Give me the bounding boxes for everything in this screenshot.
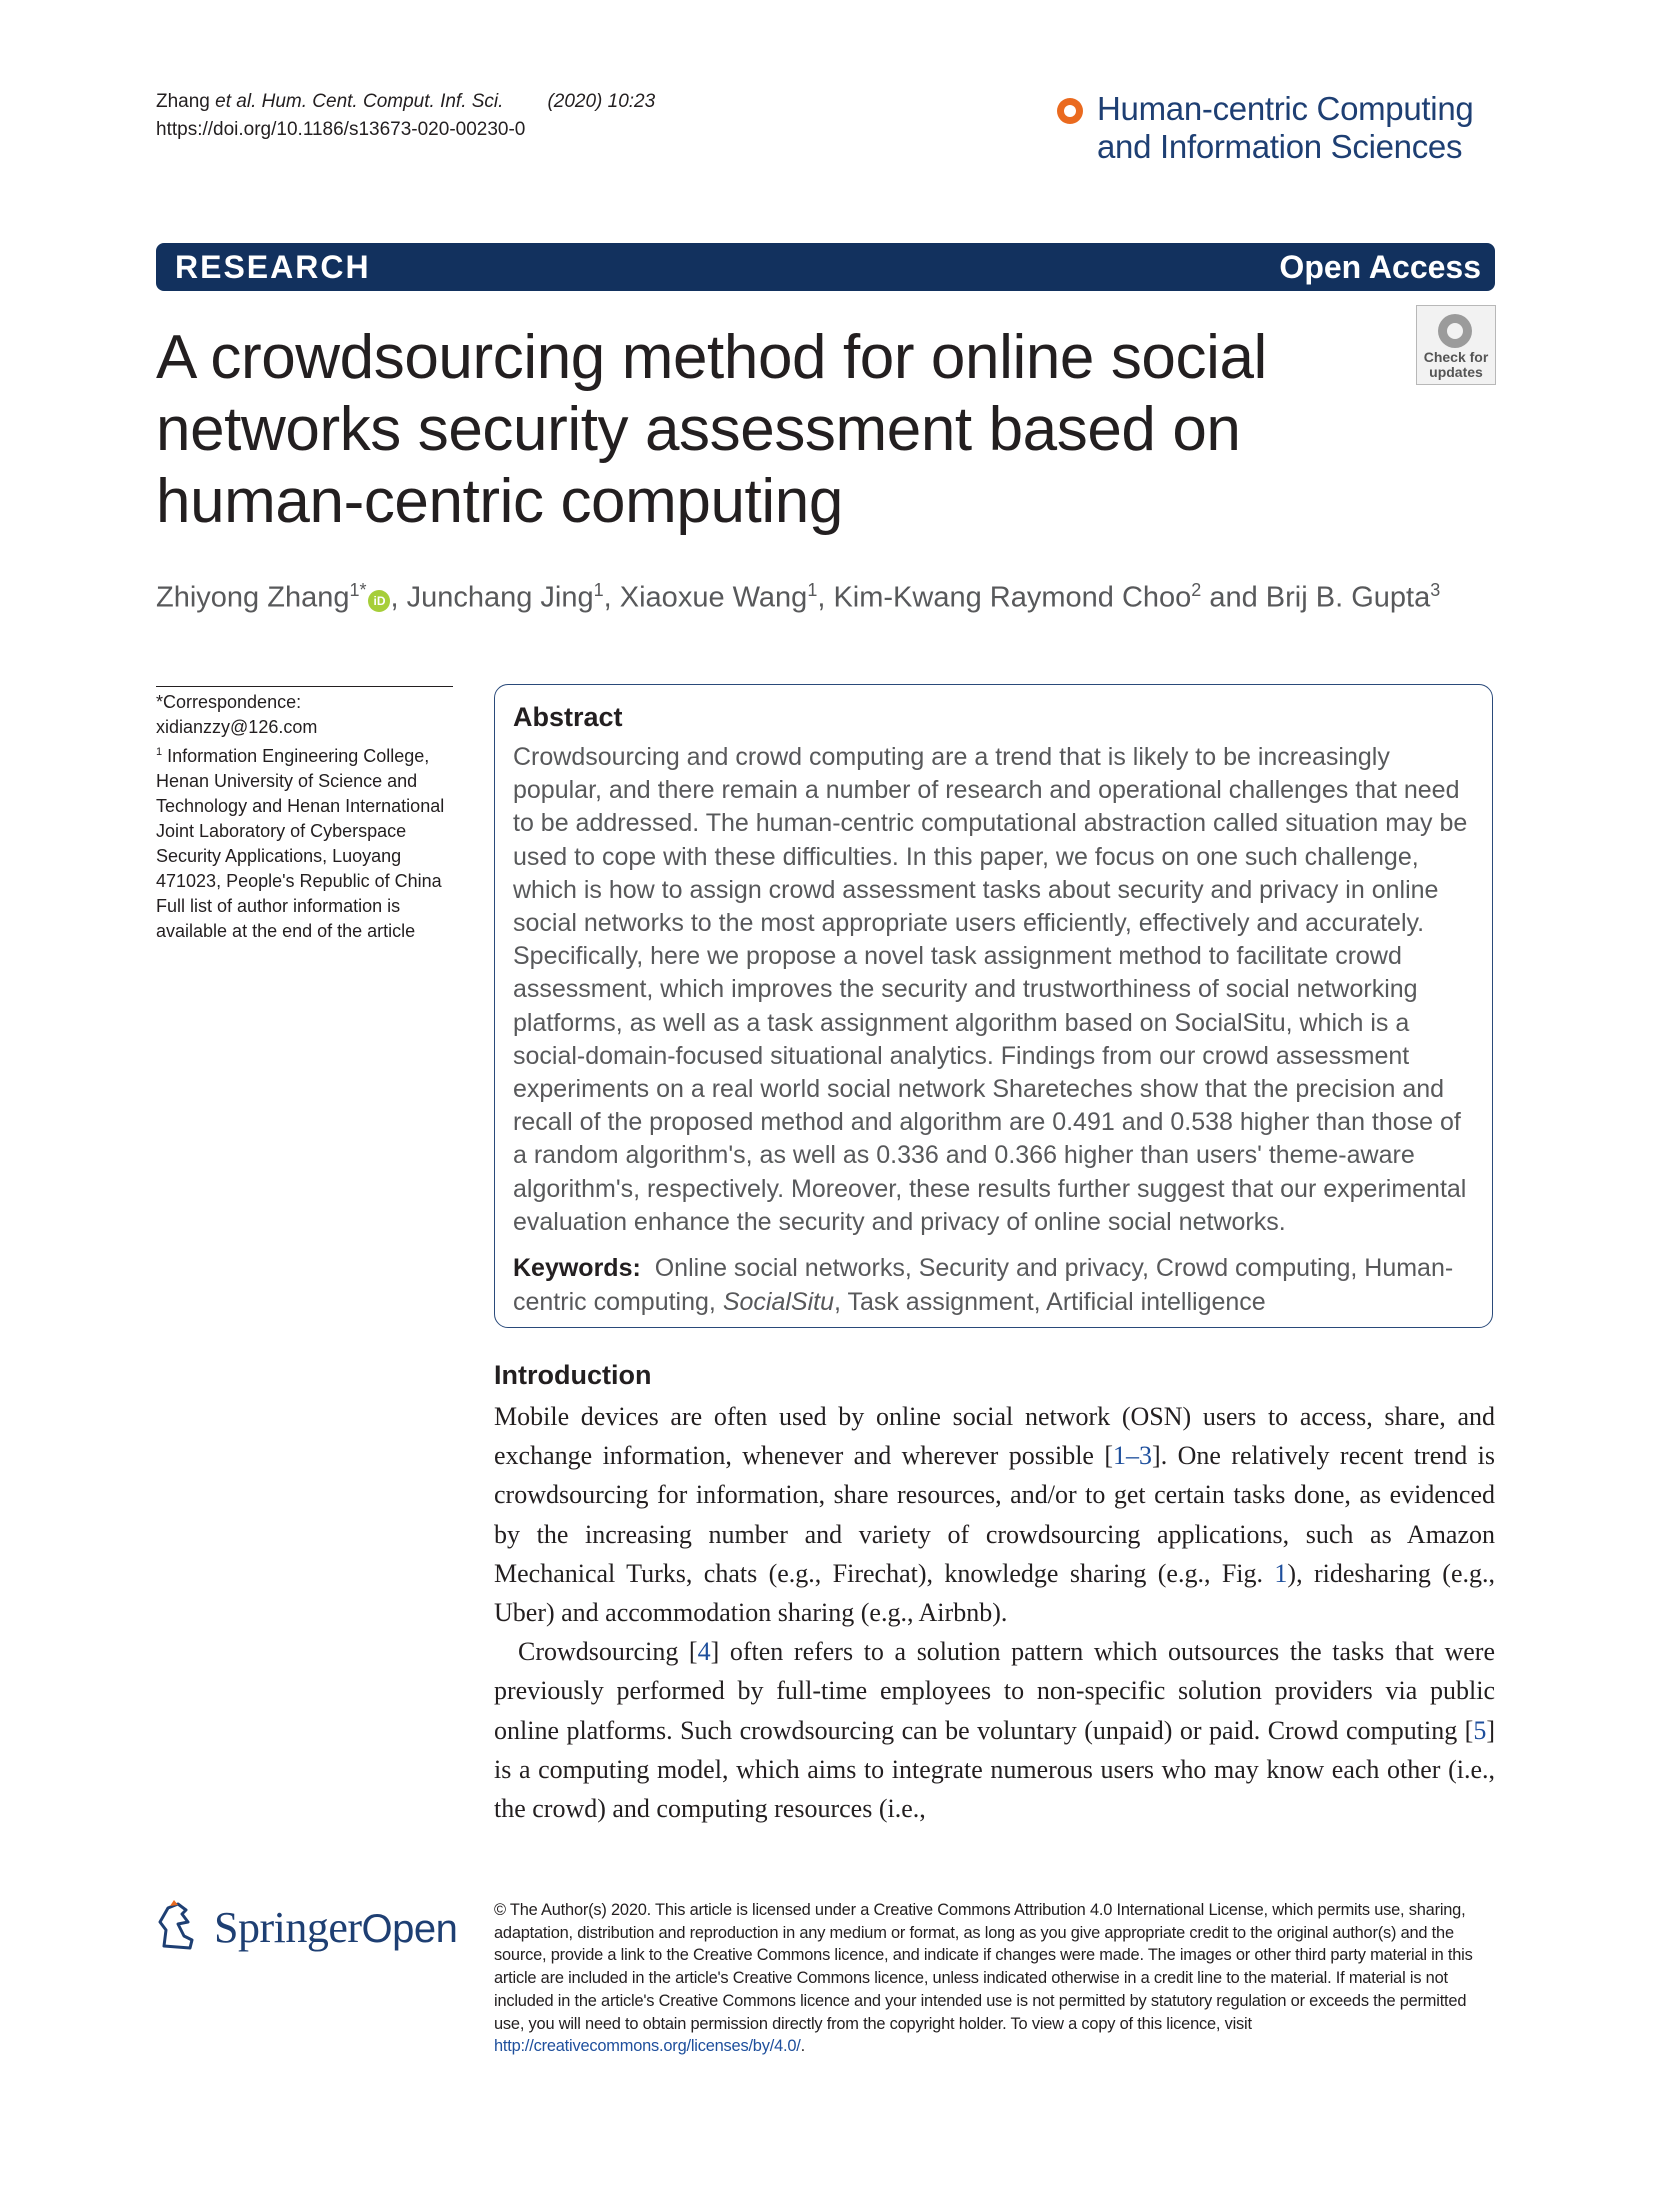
- article-type-label: RESEARCH: [175, 249, 371, 285]
- author-name[interactable]: , Xiaoxue Wang: [603, 581, 808, 614]
- citation-journal: et al. Hum. Cent. Comput. Inf. Sci.: [215, 91, 504, 112]
- citation-year: (2020) 10:23: [547, 91, 656, 112]
- correspondence-sidebar: [156, 690, 456, 944]
- journal-name-line1: Human-centric Computing: [1097, 90, 1474, 127]
- abstract-box: [494, 684, 1493, 1328]
- affiliation-number: 1: [156, 746, 163, 758]
- journal-logo-icon: [1057, 98, 1083, 124]
- introduction-heading: Introduction: [494, 1360, 652, 1390]
- springer-horse-icon: [156, 1900, 198, 1952]
- intro-paragraph-2: [494, 1632, 1495, 1828]
- doi-link[interactable]: https://doi.org/10.1186/s13673-020-00230-0: [156, 119, 526, 140]
- citation-link[interactable]: 4: [697, 1637, 711, 1667]
- affiliation-text: [156, 740, 456, 894]
- full-author-info-note: Full list of author information is available at the end of the article: [156, 896, 416, 941]
- citation-authors: Zhang: [156, 91, 216, 112]
- license-end: .: [800, 2037, 805, 2056]
- license-statement: [494, 1899, 1495, 2058]
- keywords-list: Online social networks, Security and privacy, Crowd computing, Human-centric computing,: [513, 1254, 1454, 1316]
- author-name[interactable]: , Junchang Jing: [390, 581, 594, 614]
- sidebar-divider: [156, 686, 453, 687]
- author-affiliation-sup: 1*: [349, 580, 367, 600]
- license-link[interactable]: http://creativecommons.org/licenses/by/4.0/: [494, 2037, 801, 2056]
- intro-text: Crowdsourcing [: [518, 1637, 698, 1667]
- check-for-updates-button[interactable]: [1416, 305, 1496, 385]
- author-affiliation-sup: 1: [593, 580, 604, 600]
- citation-link[interactable]: 1–3: [1113, 1441, 1153, 1471]
- keywords-list-end: , Task assignment, Artificial intelligence: [834, 1288, 1266, 1316]
- intro-text: Mobile devices are often used by online social network (OSN) users to access, share, and exchange information, whenever and wherever possible [: [494, 1402, 1495, 1471]
- intro-text: ] often refers to a solution pattern which outsources the tasks that were previously performed by full-time employees to non-specific solution providers via public online platforms. Such crowdsourcing can be voluntary (unpaid) or paid. Crowd computing [: [494, 1637, 1495, 1745]
- open-wordmark: Open: [361, 1907, 458, 1951]
- correspondence-email[interactable]: xidianzzy@126.com: [156, 717, 318, 737]
- paper-title: A crowdsourcing method for online social networks security assessment based on human-centric computing: [156, 323, 1267, 536]
- abstract-body: Crowdsourcing and crowd computing are a trend that is likely to be increasingly popular, and there remain a number of research and operational challenges that need to be addressed. The human-centric computational abstraction called situation may be used to cope with these difficulties. In this paper, we focus on one such challenge, which is how to assign crowd assessment tasks about security and privacy in online social networks to the most appropriate users efficiently, effectively and accurately. Specifically, here we propose a novel task assignment method to facilitate crowd assessment, which improves the security and trustworthiness of social networking platforms, as well as a task assignment algorithm based on SocialSitu, which is a social-domain-focused situational analytics. Findings from our crowd assessment experiments on a real world social network Shareteches show that the precision and recall of the proposed method and algorithm are 0.491 and 0.538 higher than those of a random algorithm's, as well as 0.336 and 0.366 higher than users' theme-aware algorithm's, respectively. Moreover, these results further suggest that our experimental evaluation enhance the security and privacy of online social networks.: [513, 743, 1468, 1236]
- introduction-body: [494, 1397, 1495, 1828]
- keywords-label: Keywords:: [513, 1254, 641, 1282]
- intro-text: ] is a computing model, which aims to integrate numerous users who may know each other (i.e., the crowd) and computing resources (i.e.,: [494, 1715, 1495, 1824]
- author-affiliation-sup: 2: [1191, 580, 1202, 600]
- check-updates-icon: [1438, 314, 1472, 348]
- keyword-italic: SocialSitu: [722, 1288, 834, 1316]
- abstract-heading: Abstract: [513, 702, 623, 732]
- citation-header: [156, 88, 655, 144]
- figure-link[interactable]: 1: [1274, 1558, 1288, 1588]
- author-name[interactable]: and Brij B. Gupta: [1201, 581, 1431, 614]
- author-affiliation-sup: 1: [807, 580, 818, 600]
- license-text: © The Author(s) 2020. This article is licensed under a Creative Commons Attribution 4.0 International License, which permits use, sharing, adaptation, distribution and reproduction in any medium or format, as long as you give appropriate credit to the original author(s) and the source, provide a link to the Creative Commons licence, and indicate if changes were made. The images or other third party material in this article are included in the article's Creative Commons licence, unless indicated otherwise in a credit line to the material. If material is not included in the article's Creative Commons licence and your intended use is not permitted by statutory regulation or exceeds the permitted use, you will need to obtain permission directly from the copyright holder. To view a copy of this licence, visit: [494, 1901, 1473, 2033]
- author-list: [156, 580, 1440, 615]
- springer-open-logo: [156, 1898, 476, 1958]
- author-name[interactable]: Zhiyong Zhang: [156, 581, 350, 614]
- author-affiliation-sup: 3: [1430, 580, 1441, 600]
- springer-wordmark: Springer: [214, 1903, 362, 1952]
- intro-text: ), ridesharing (e.g., Uber) and accommodation sharing (e.g., Airbnb).: [494, 1558, 1495, 1628]
- correspondence-label: *Correspondence:: [156, 692, 302, 712]
- article-type-bar: [156, 243, 1495, 291]
- keywords: [513, 1251, 1478, 1319]
- journal-name-line2: and Information Sciences: [1097, 128, 1463, 165]
- intro-paragraph-1: [494, 1397, 1495, 1632]
- open-access-label: Open Access: [1279, 249, 1481, 285]
- orcid-icon[interactable]: iD: [368, 590, 390, 612]
- intro-text: ]. One relatively recent trend is crowdsourcing for information, share resources, and/or to get certain tasks done, as evidenced by the increasing number and variety of crowdsourcing applications, such as Amazon Mechanical Turks, chats (e.g., Firechat), knowledge sharing (e.g., Fig.: [494, 1441, 1495, 1588]
- author-name[interactable]: , Kim-Kwang Raymond Choo: [817, 581, 1192, 614]
- check-updates-label: Check for updates: [1423, 349, 1489, 380]
- affiliation-body: Information Engineering College, Henan University of Science and Technology and Henan International Joint Laboratory of Cyberspace Security Applications, Luoyang 471023, People's Republic of China: [156, 746, 445, 891]
- citation-link[interactable]: 5: [1473, 1715, 1487, 1745]
